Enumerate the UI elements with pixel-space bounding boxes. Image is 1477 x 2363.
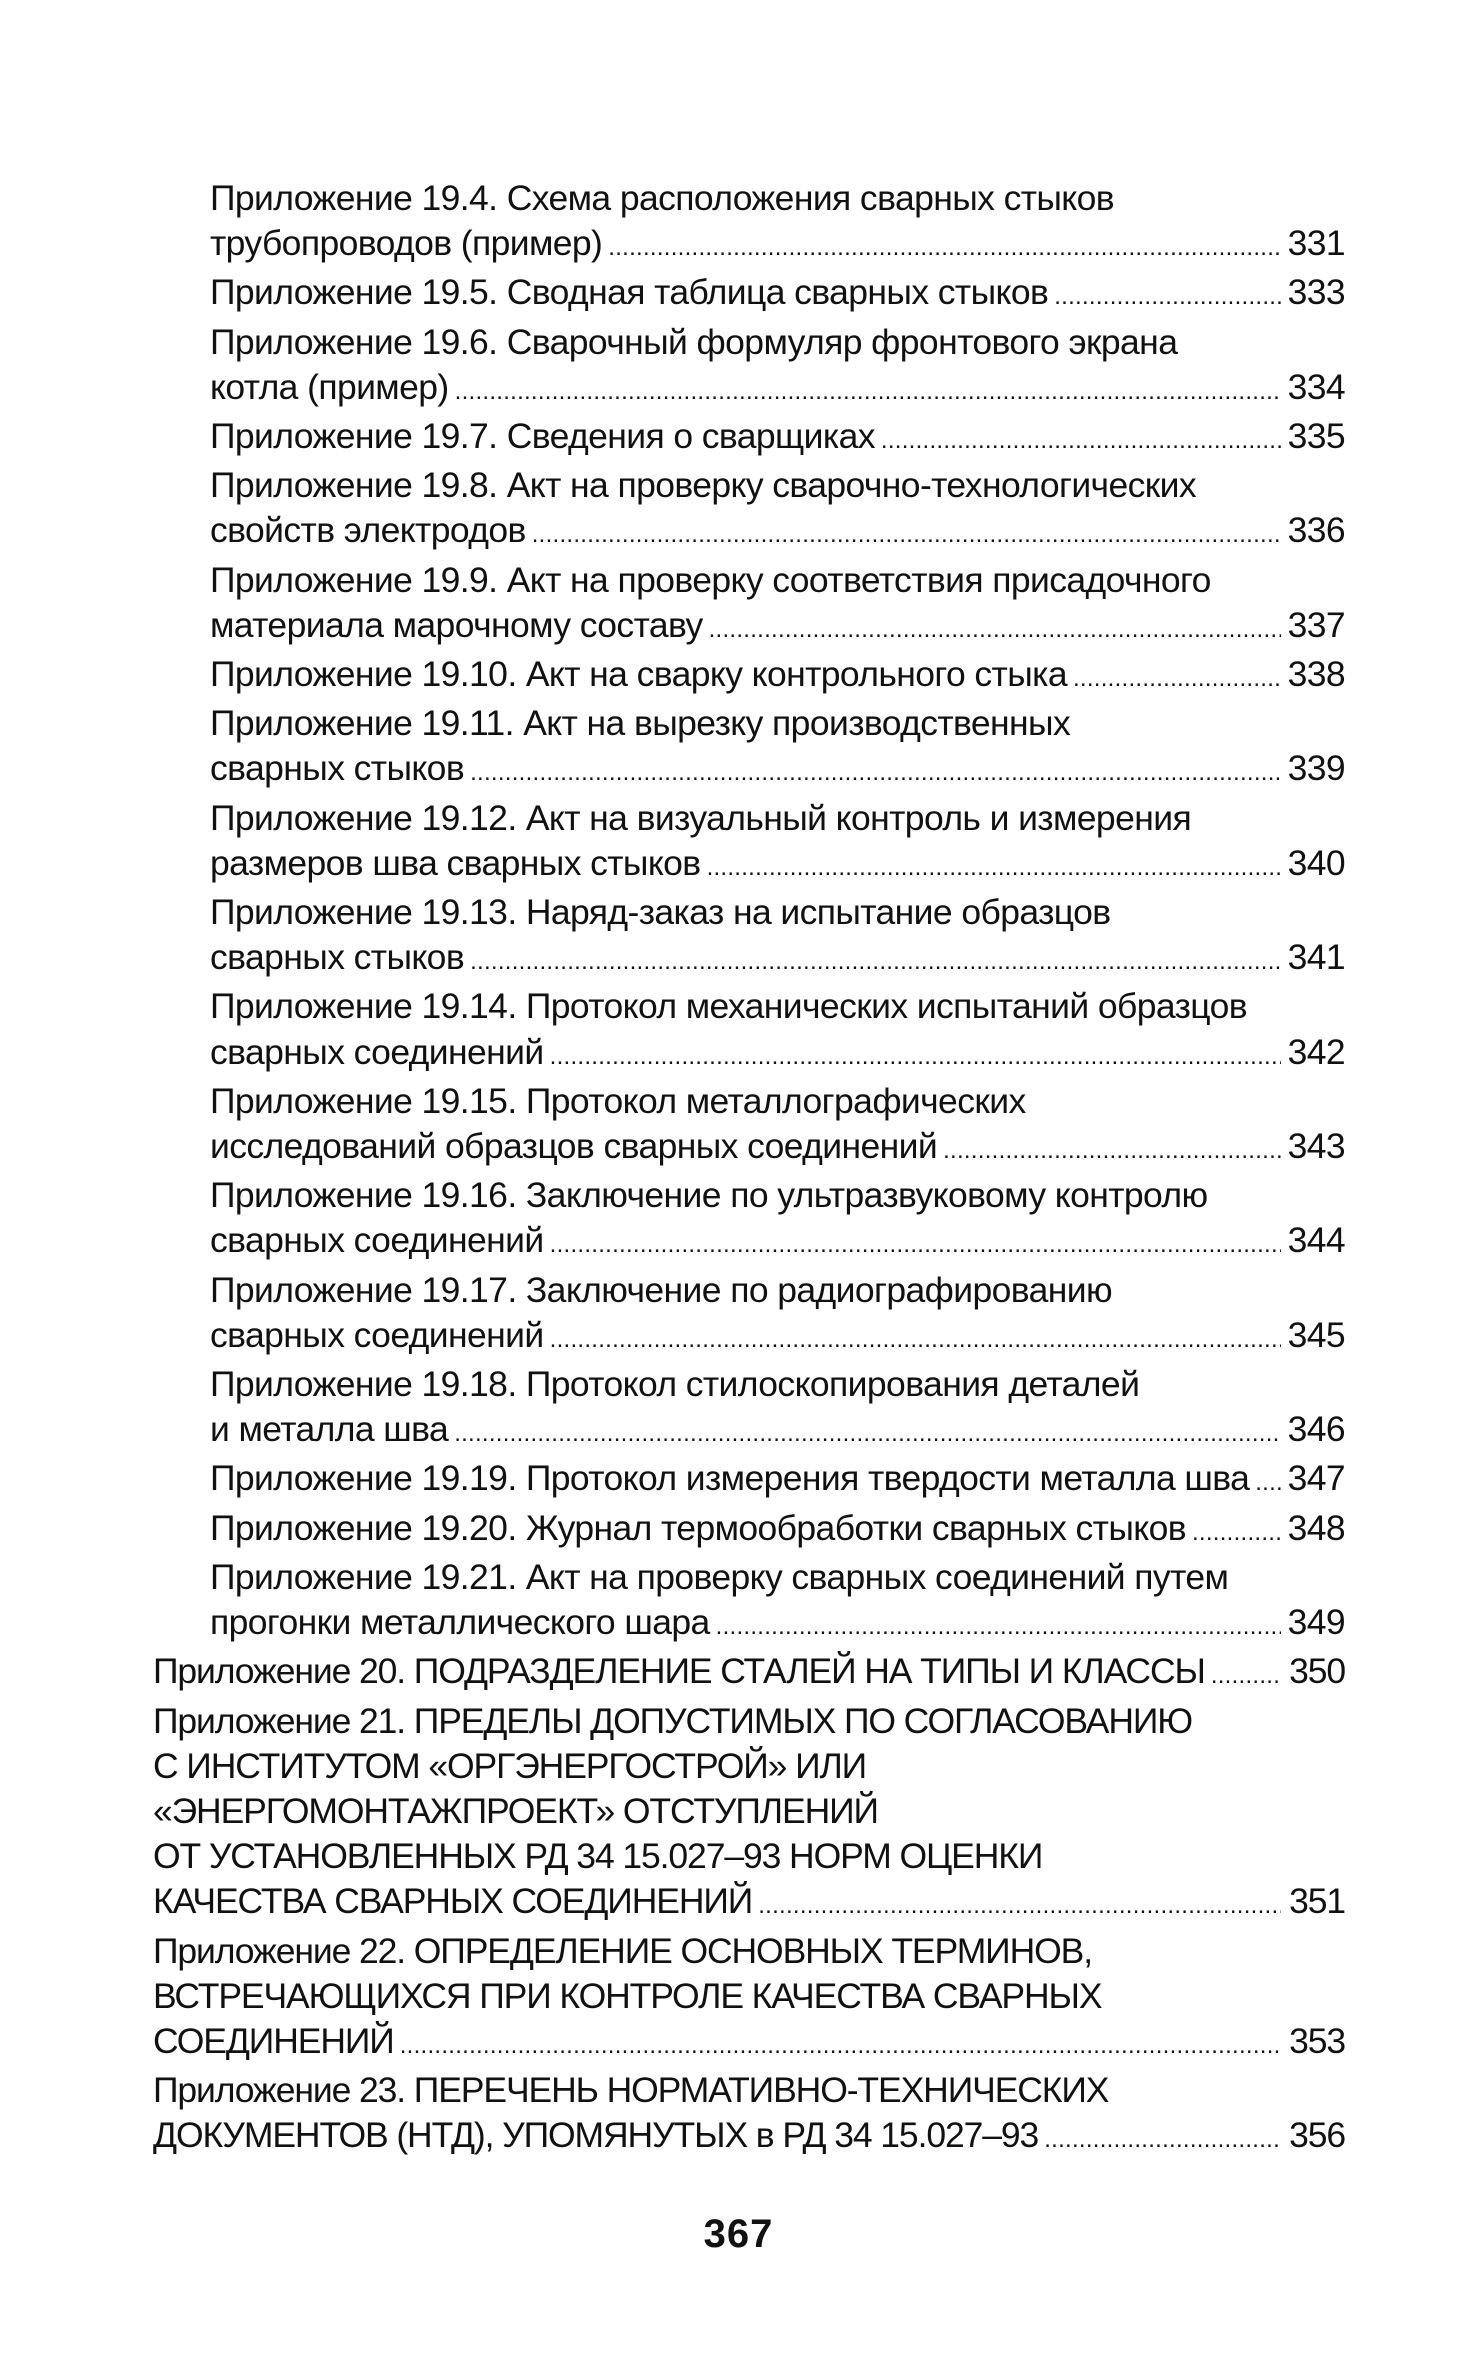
toc-entry-title: сварных соединений (210, 1220, 544, 1261)
toc-entry-page: 331 (1287, 223, 1345, 264)
dot-leader (707, 841, 1281, 890)
dot-leader (455, 365, 1281, 414)
toc-entry-line: Приложение 23. ПЕРЕЧЕНЬ НОРМАТИВНО-ТЕХНИЧЕСКИХ (153, 2070, 1109, 2111)
dot-leader (400, 2019, 1281, 2068)
dot-leader (1192, 1506, 1281, 1555)
toc-entry-title: сварных соединений (210, 1314, 544, 1355)
toc-entry-page: 350 (1289, 1651, 1345, 1692)
toc-entry-final-line (210, 1407, 1345, 1456)
toc-entry-line: Приложение 21. ПРЕДЕЛЫ ДОПУСТИМЫХ ПО СОГЛАСОВАНИЮ (153, 1700, 1193, 1741)
toc-entry-page: 351 (1289, 1881, 1345, 1922)
toc-entry-title: размеров шва сварных стыков (210, 842, 701, 883)
toc-entry-line: Приложение 19.13. Наряд-заказ на испытание образцов (210, 892, 1111, 933)
toc-entry-final-line (210, 1313, 1345, 1362)
toc-entry-page: 334 (1287, 366, 1345, 407)
toc-entry-final-line (153, 1649, 1345, 1698)
toc-entry-final-line (210, 603, 1345, 652)
toc-entry-page: 343 (1287, 1126, 1345, 1167)
page-number: 367 (703, 2212, 774, 2256)
toc-entry (210, 890, 1345, 984)
toc-entry-page: 348 (1287, 1507, 1345, 1548)
toc-entry (210, 1362, 1345, 1456)
dot-leader (943, 1124, 1281, 1173)
toc-entry (210, 1079, 1345, 1173)
toc-entry-page: 346 (1287, 1409, 1345, 1450)
dot-leader (716, 1600, 1281, 1649)
toc-entry-final-line (210, 221, 1345, 270)
toc-entry-title: трубопроводов (пример) (210, 223, 603, 264)
toc-entry-title: Приложение 19.20. Журнал термообработки сварных стыков (210, 1507, 1186, 1548)
toc-entry (210, 796, 1345, 890)
toc-entry-page: 349 (1287, 1602, 1345, 1643)
toc-entry-page: 336 (1287, 510, 1345, 551)
toc-entry-final-line (210, 652, 1345, 701)
toc-entry-page: 356 (1289, 2115, 1345, 2156)
toc-entry-final-line (210, 270, 1345, 319)
toc-entry-line: Приложение 19.4. Схема расположения сварных стыков (210, 178, 1115, 218)
toc-entry-final-line (210, 1600, 1345, 1649)
toc-entry-line: Приложение 19.9. Акт на проверку соответствия присадочного (210, 559, 1211, 600)
toc-entry-line: Приложение 19.15. Протокол металлографических (210, 1080, 1026, 1121)
dot-leader (881, 414, 1281, 463)
toc-entry (210, 1173, 1345, 1267)
toc-entry (153, 1699, 1345, 1929)
dot-leader (454, 1407, 1281, 1456)
toc-entry-page: 342 (1287, 1031, 1345, 1072)
toc-entry-line: Приложение 19.21. Акт на проверку сварных соединений путем (210, 1556, 1229, 1597)
toc-entry (210, 1268, 1345, 1362)
toc-entry-line: Приложение 19.8. Акт на проверку сварочно-технологических (210, 465, 1197, 506)
dot-leader (758, 1879, 1281, 1928)
toc-entry-title: Приложение 19.7. Сведения о сварщиках (210, 416, 875, 457)
toc-entry-page: 339 (1287, 748, 1345, 789)
toc-entry-title: сварных соединений (210, 1031, 544, 1072)
toc-entry-final-line (153, 2019, 1345, 2068)
toc-entry (210, 270, 1345, 319)
toc-entry (210, 558, 1345, 652)
toc-entry-final-line (210, 1456, 1345, 1505)
toc-entry-final-line (210, 414, 1345, 463)
toc-entry-final-line (210, 365, 1345, 414)
toc-entry-page: 337 (1287, 604, 1345, 645)
toc-entry-line: Приложение 19.12. Акт на визуальный контроль и измерения (210, 797, 1192, 838)
dot-leader (608, 221, 1281, 270)
toc-entry-final-line (210, 935, 1345, 984)
toc-entry-page: 338 (1287, 654, 1345, 695)
toc-entry (210, 414, 1345, 463)
dot-leader (1044, 2113, 1281, 2162)
toc-entry (210, 1555, 1345, 1649)
table-of-contents (0, 176, 1477, 2163)
toc-entry-line: Приложение 19.18. Протокол стилоскопирования деталей (210, 1364, 1140, 1405)
dot-leader (550, 1030, 1281, 1079)
toc-entry-title: Приложение 19.10. Акт на сварку контрольного стыка (210, 654, 1067, 695)
toc-entry-line: Приложение 19.17. Заключение по радиографированию (210, 1269, 1113, 1310)
toc-entry-page: 353 (1289, 2020, 1345, 2061)
toc-entry-page: 344 (1287, 1220, 1345, 1261)
dot-leader (550, 1313, 1281, 1362)
toc-entry-title: сварных стыков (210, 937, 465, 978)
toc-entry-page: 333 (1287, 272, 1345, 313)
toc-entry (210, 652, 1345, 701)
dot-leader (709, 603, 1281, 652)
toc-entry-title: КАЧЕСТВА СВАРНЫХ СОЕДИНЕНИЙ (153, 1881, 753, 1922)
dot-leader (470, 935, 1281, 984)
toc-entry (153, 1929, 1345, 2069)
toc-entry (210, 984, 1345, 1078)
toc-entry-line: Приложение 19.11. Акт на вырезку производственных (210, 703, 1071, 744)
dot-leader (532, 508, 1281, 557)
dot-leader (470, 746, 1281, 795)
toc-entry-page: 340 (1287, 842, 1345, 883)
toc-entry-final-line (210, 1218, 1345, 1267)
dot-leader (1255, 1456, 1281, 1505)
toc-entry-page: 347 (1287, 1458, 1345, 1499)
toc-entry (153, 1649, 1345, 1698)
toc-entry-final-line (210, 746, 1345, 795)
dot-leader (1054, 270, 1281, 319)
toc-entry (153, 2068, 1345, 2162)
toc-entry-line: ВСТРЕЧАЮЩИХСЯ ПРИ КОНТРОЛЕ КАЧЕСТВА СВАРНЫХ (153, 1975, 1102, 2016)
toc-entry-title: и металла шва (210, 1409, 449, 1450)
toc-entry-final-line (210, 841, 1345, 890)
toc-entry-title: прогонки металлического шара (210, 1602, 710, 1643)
toc-entry-final-line (210, 1506, 1345, 1555)
toc-entry-line: Приложение 19.16. Заключение по ультразвуковому контролю (210, 1175, 1208, 1216)
toc-entry-title: свойств электродов (210, 510, 526, 551)
toc-entry-title: Приложение 20. ПОДРАЗДЕЛЕНИЕ СТАЛЕЙ НА ТИПЫ И КЛАССЫ (153, 1651, 1205, 1692)
toc-entry-title: материала марочному составу (210, 604, 703, 645)
toc-entry-line: ОТ УСТАНОВЛЕННЫХ РД 34 15.027–93 НОРМ ОЦЕНКИ (153, 1836, 1043, 1877)
toc-entry (210, 320, 1345, 414)
dot-leader (1073, 652, 1281, 701)
dot-leader (550, 1218, 1281, 1267)
toc-entry (210, 1456, 1345, 1505)
toc-entry (210, 701, 1345, 795)
toc-entry-page: 341 (1287, 937, 1345, 978)
toc-entry-title: котла (пример) (210, 366, 449, 407)
toc-entry-line: Приложение 19.6. Сварочный формуляр фронтового экрана (210, 321, 1178, 362)
toc-entry-title: Приложение 19.19. Протокол измерения твердости металла шва (210, 1458, 1250, 1499)
toc-entry-title: ДОКУМЕНТОВ (НТД), УПОМЯНУТЫХ в РД 34 15.027–93 (153, 2115, 1039, 2156)
toc-entry-title: исследований образцов сварных соединений (210, 1126, 938, 1167)
toc-entry-title: СОЕДИНЕНИЙ (153, 2020, 394, 2061)
toc-entry-final-line (153, 2113, 1345, 2162)
toc-entry-final-line (210, 1124, 1345, 1173)
toc-entry (210, 1506, 1345, 1555)
toc-entry-line: С ИНСТИТУТОМ «ОРГЭНЕРГОСТРОЙ» ИЛИ (153, 1745, 867, 1786)
toc-entry (210, 463, 1345, 557)
toc-entry-page: 335 (1287, 416, 1345, 457)
toc-entry-title: Приложение 19.5. Сводная таблица сварных стыков (210, 272, 1049, 313)
toc-entry-final-line (153, 1879, 1345, 1928)
toc-entry-final-line (210, 508, 1345, 557)
toc-entry (210, 176, 1345, 270)
toc-entry-page: 345 (1287, 1314, 1345, 1355)
toc-entry-final-line (210, 1030, 1345, 1079)
toc-entry-line: Приложение 19.14. Протокол механических испытаний образцов (210, 986, 1248, 1027)
toc-entry-line: «ЭНЕРГОМОНТАЖПРОЕКТ» ОТСТУПЛЕНИЙ (153, 1790, 878, 1831)
toc-entry-title: сварных стыков (210, 748, 465, 789)
toc-entry-line: Приложение 22. ОПРЕДЕЛЕНИЕ ОСНОВНЫХ ТЕРМИНОВ, (153, 1930, 1092, 1971)
dot-leader (1211, 1649, 1281, 1698)
